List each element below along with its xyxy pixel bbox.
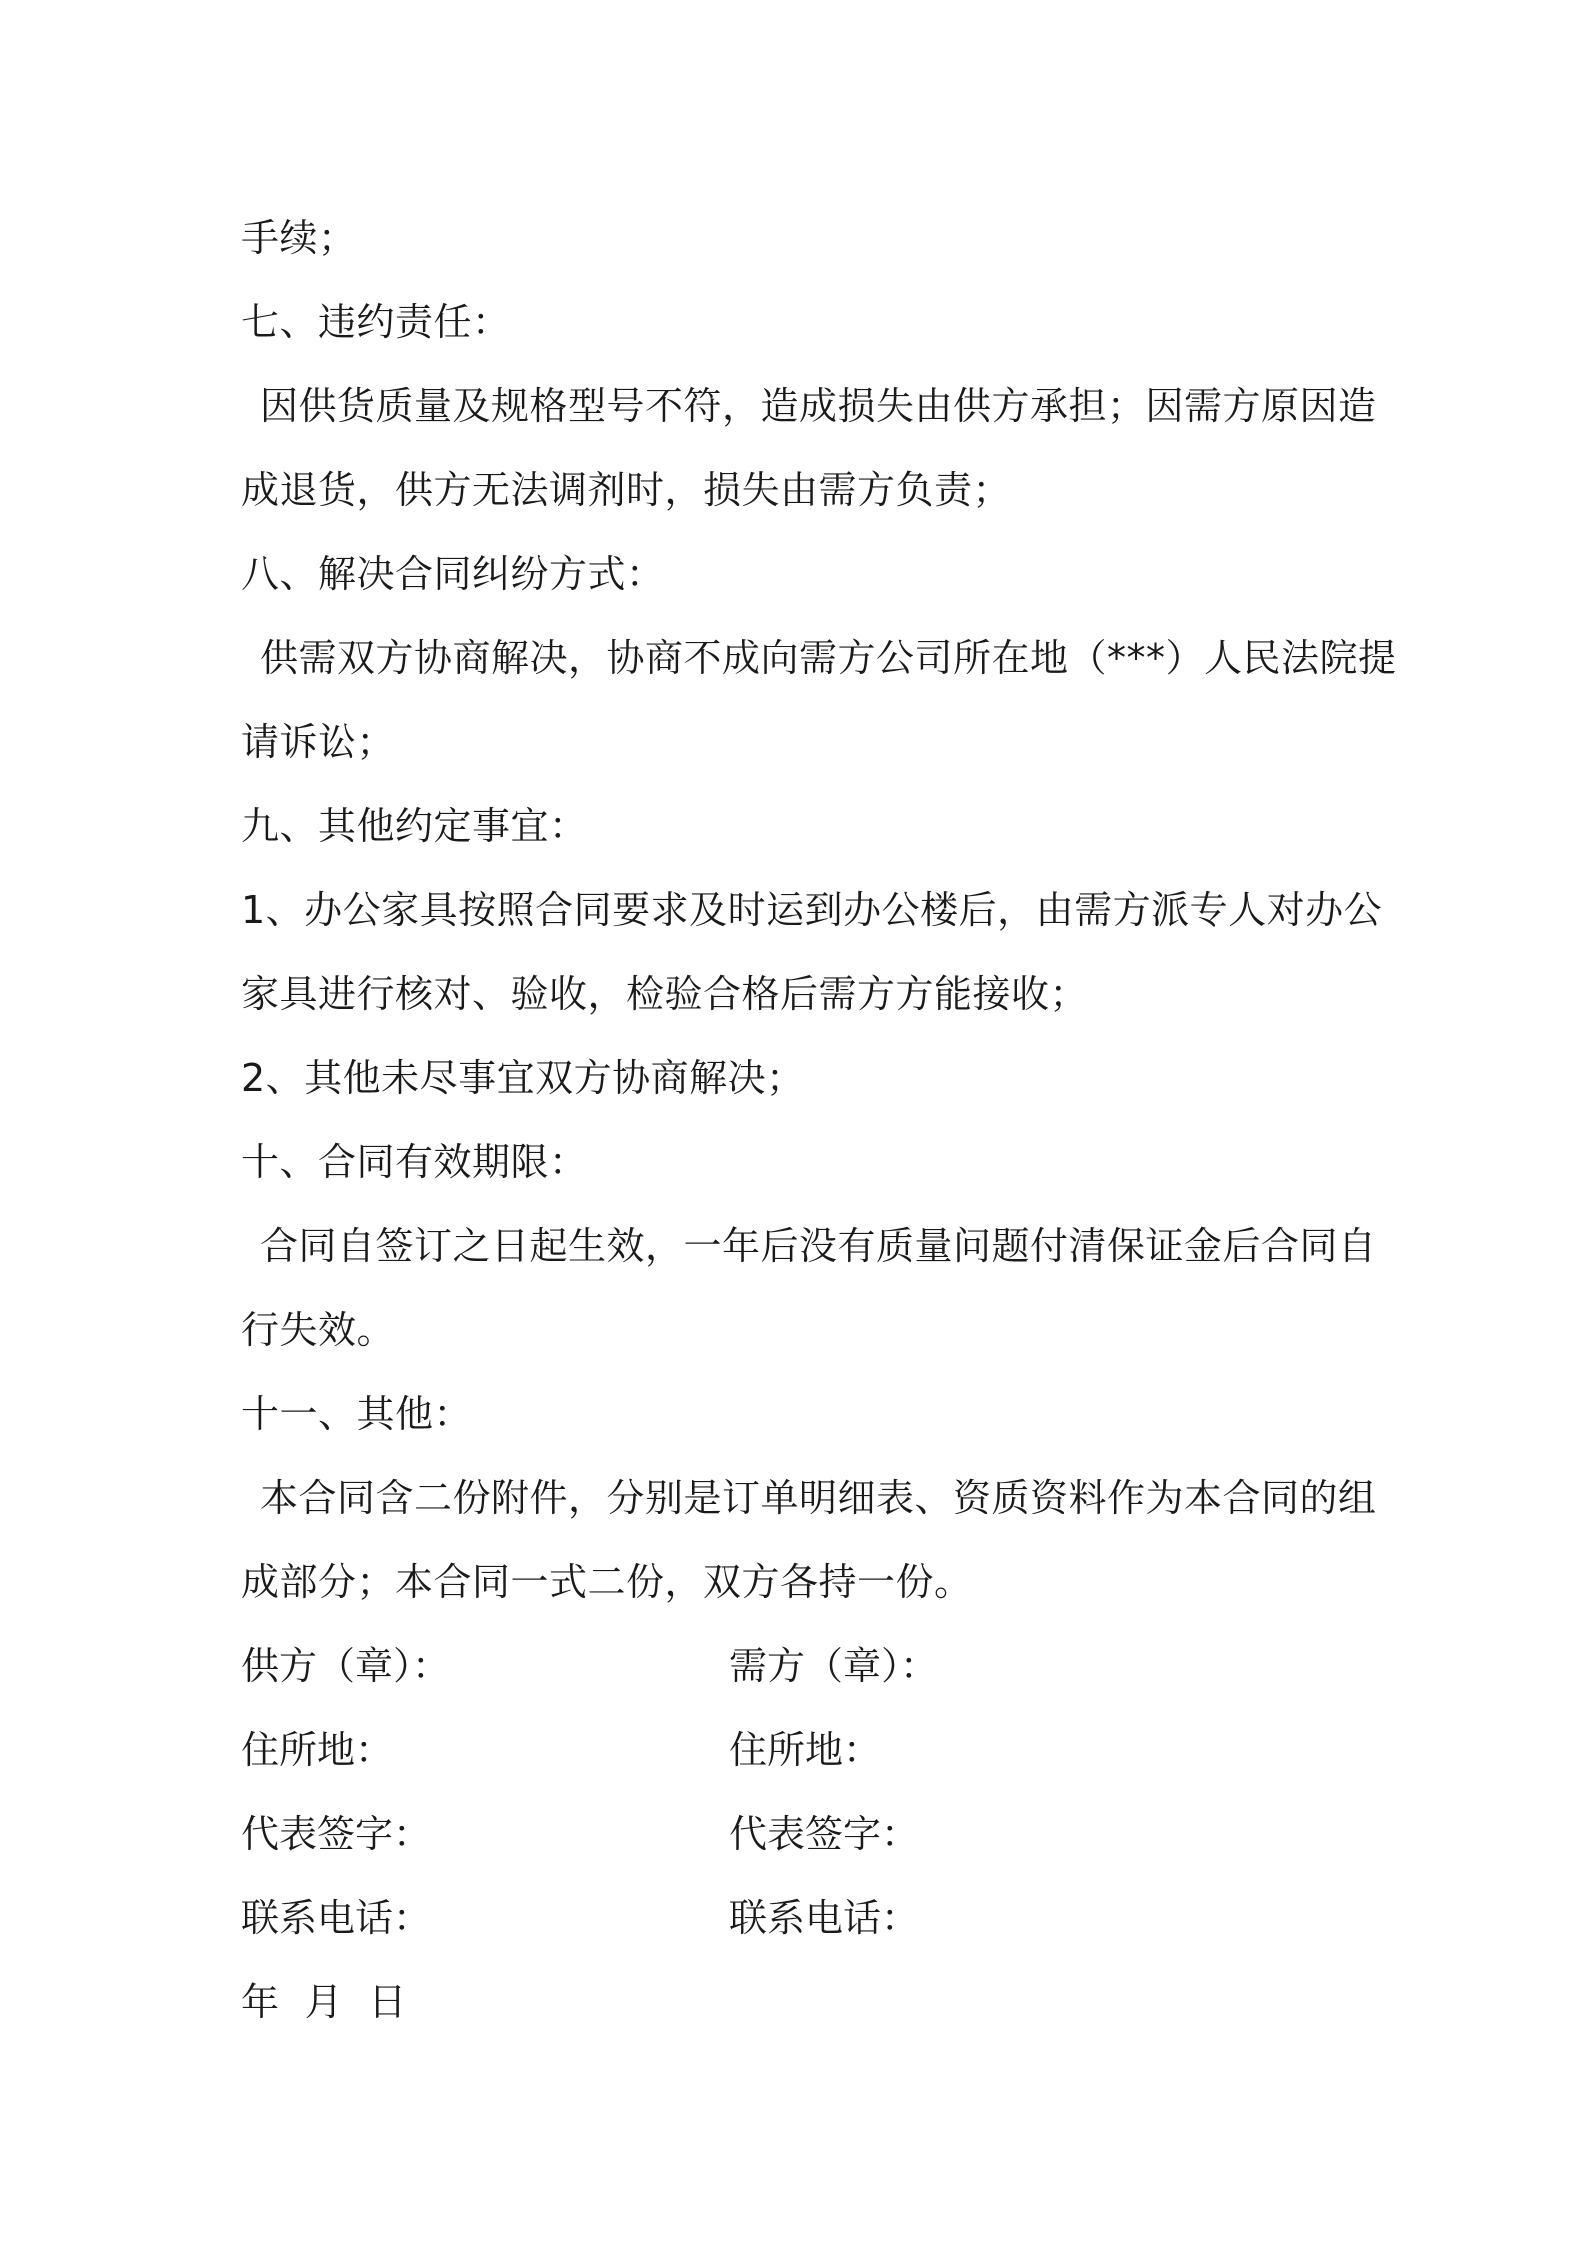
section-heading-validity: 十、合同有效期限： (241, 1140, 588, 1184)
supplier-address-label: 住所地： (241, 1728, 394, 1772)
text-line: 手续； (241, 216, 357, 260)
buyer-representative-label: 代表签字： (729, 1812, 920, 1856)
text-line: 家具进行核对、验收，检验合格后需方方能接收； (241, 972, 1089, 1016)
text-line: 合同自签订之日起生效，一年后没有质量问题付清保证金后合同自 (260, 1224, 1377, 1268)
supplier-seal-label: 供方（章）： (241, 1644, 451, 1688)
signature-row-phone (241, 1876, 1361, 1960)
text-line: 供需双方协商解决，协商不成向需方公司所在地（***）人民法院提 (260, 636, 1397, 680)
signature-row-representative (241, 1792, 1361, 1876)
text-line: 行失效。 (241, 1308, 396, 1352)
signature-row-address (241, 1708, 1361, 1792)
buyer-seal-label: 需方（章）： (729, 1644, 939, 1688)
text-line: 本合同含二份附件，分别是订单明细表、资质资料作为本合同的组 (260, 1476, 1377, 1520)
section-heading-misc: 十一、其他： (241, 1392, 473, 1436)
section-heading-dispute: 八、解决合同纠纷方式： (241, 552, 665, 596)
signature-row-seal (241, 1624, 1361, 1708)
supplier-phone-label: 联系电话： (241, 1896, 432, 1940)
text-line: 2、其他未尽事宜双方协商解决； (241, 1056, 805, 1100)
text-line: 成部分；本合同一式二份，双方各持一份。 (241, 1560, 973, 1604)
date-line: 年 月 日 (241, 1980, 407, 2024)
section-heading-other-terms: 九、其他约定事宜： (241, 804, 588, 848)
section-heading-breach: 七、违约责任： (241, 300, 511, 344)
text-line: 1、办公家具按照合同要求及时运到办公楼后，由需方派专人对办公 (241, 888, 1383, 932)
supplier-representative-label: 代表签字： (241, 1812, 432, 1856)
buyer-address-label: 住所地： (729, 1728, 882, 1772)
text-line: 成退货，供方无法调剂时，损失由需方负责； (241, 468, 1012, 512)
contract-body (241, 196, 1397, 2044)
buyer-phone-label: 联系电话： (729, 1896, 920, 1940)
text-line: 因供货质量及规格型号不符，造成损失由供方承担；因需方原因造 (260, 384, 1377, 428)
text-line: 请诉讼； (241, 720, 396, 764)
